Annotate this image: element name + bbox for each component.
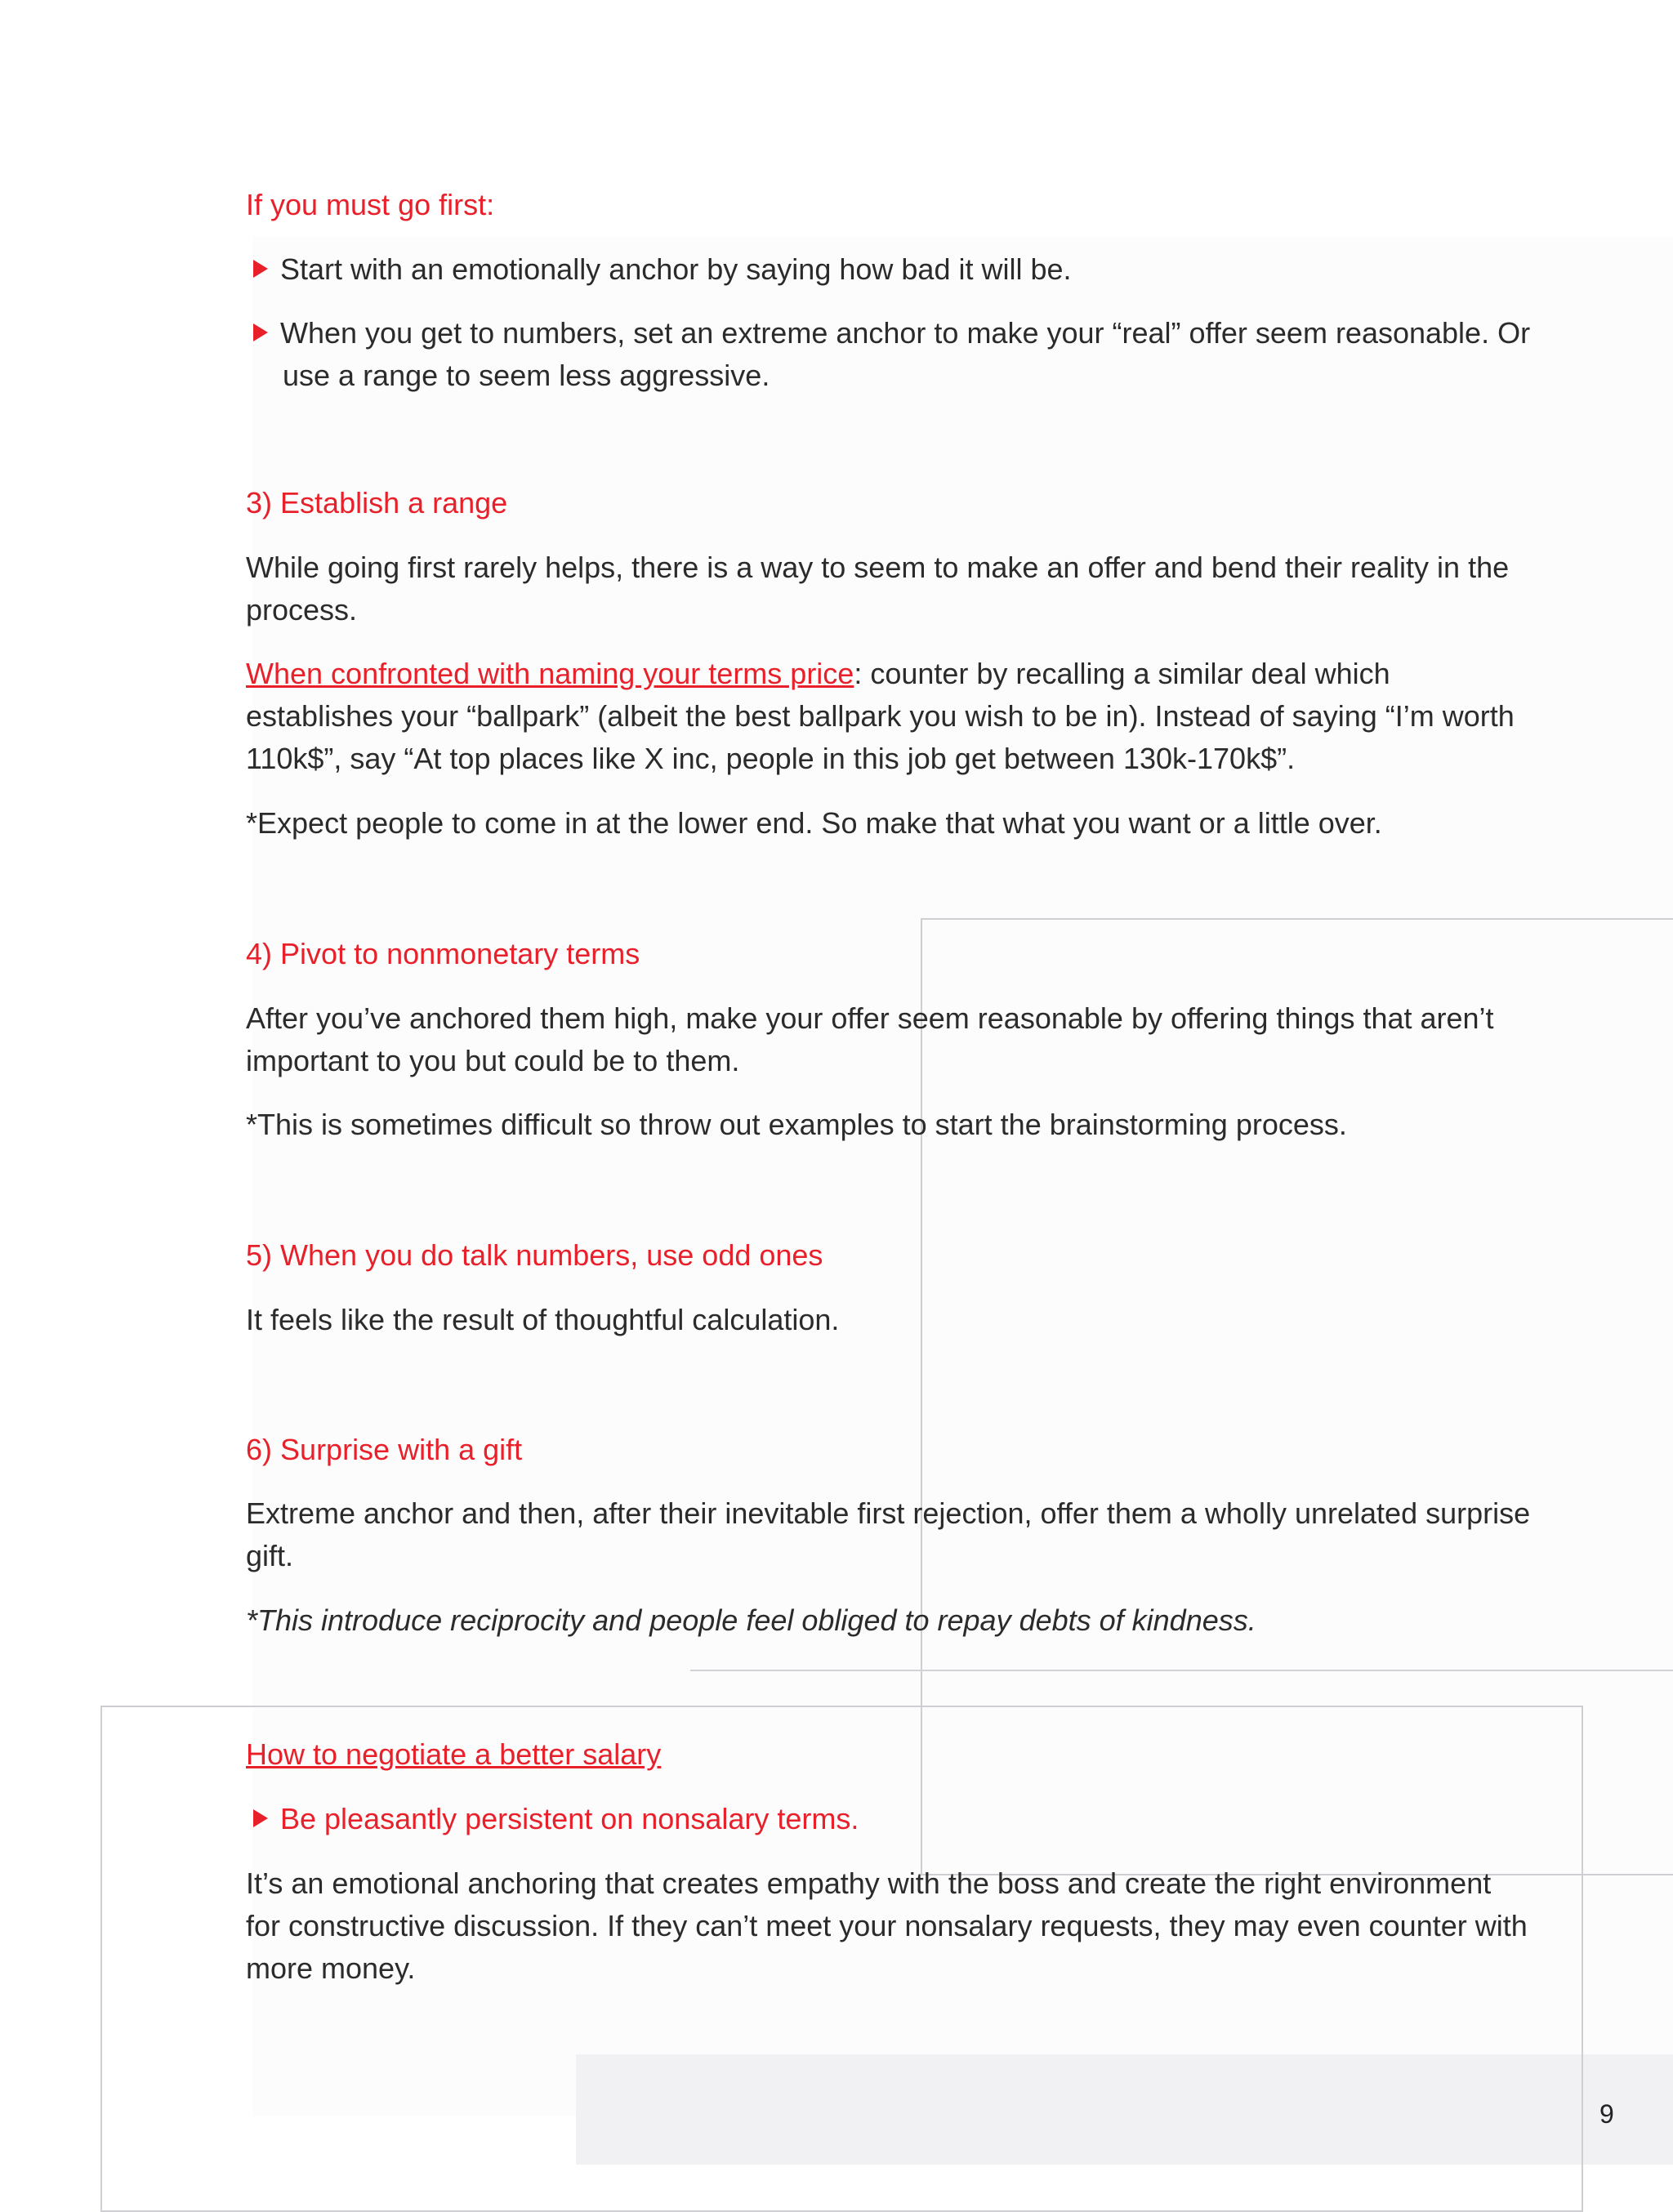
section-title: Surprise with a gift <box>280 1433 523 1466</box>
bullet-arrow-icon <box>253 323 268 341</box>
section-title: Pivot to nonmonetary terms <box>280 937 640 970</box>
note: *This is sometimes difficult so throw out examples to start the brainstorming process. <box>246 1108 1347 1141</box>
paragraph-line: establishes your “ballpark” (albeit the best ballpark you wish to be in). Instead of saying “I’m worth <box>246 699 1515 733</box>
bullet-item: When you get to numbers, set an extreme anchor to make your “real” offer seem reasonable. Or <box>246 312 1530 355</box>
section-title: When you do talk numbers, use odd ones <box>280 1238 823 1272</box>
section-number: 4) <box>246 937 273 970</box>
inline-link[interactable]: When confronted with naming your terms price <box>246 657 854 690</box>
note: *Expect people to come in at the lower end. So make that what you want or a little over. <box>246 806 1382 840</box>
section-title: Establish a range <box>280 486 508 520</box>
note-italic: *This introduce reciprocity and people feel obliged to repay debts of kindness. <box>246 1603 1256 1637</box>
paragraph-line: important to you but could be to them. <box>246 1044 740 1077</box>
paragraph-line: for constructive discussion. If they can’t meet your nonsalary requests, they may even counter with <box>246 1909 1528 1942</box>
paragraph-line: When confronted with naming your terms price: counter by recalling a similar deal which <box>246 657 1390 690</box>
section-heading-5 <box>246 1234 823 1277</box>
section-number: 6) <box>246 1433 273 1466</box>
paragraph-line: It’s an emotional anchoring that creates empathy with the boss and create the right environment <box>246 1866 1492 1900</box>
salary-heading-link[interactable]: How to negotiate a better salary <box>246 1737 662 1771</box>
paragraph-line: After you’ve anchored them high, make your offer seem reasonable by offering things that aren’t <box>246 1001 1494 1035</box>
bullet-item: Start with an emotionally anchor by saying how bad it will be. <box>246 248 1072 291</box>
paragraph-line: While going first rarely helps, there is a way to seem to make an offer and bend their reality in the <box>246 551 1510 584</box>
divider <box>690 1670 1673 1671</box>
bullet-item: Be pleasantly persistent on nonsalary terms. <box>246 1798 859 1840</box>
paragraph-line: 110k$”, say “At top places like X inc, people in this job get between 130k-170k$”. <box>246 742 1296 775</box>
section-heading-3 <box>246 482 507 524</box>
section-heading-4 <box>246 933 640 975</box>
section-number: 3) <box>246 486 273 520</box>
paragraph-line: Extreme anchor and then, after their inevitable first rejection, offer them a wholly unrelated surprise <box>246 1496 1531 1530</box>
bullet-item-continuation: use a range to seem less aggressive. <box>283 359 770 392</box>
bullet-arrow-icon <box>253 260 268 278</box>
bullet-arrow-icon <box>253 1809 268 1827</box>
section-heading-must-go-first: If you must go first: <box>246 188 495 221</box>
paragraph-line: It feels like the result of thoughtful calculation. <box>246 1303 840 1336</box>
section-heading-6 <box>246 1429 522 1471</box>
paragraph-line: gift. <box>246 1539 294 1572</box>
paragraph-line: process. <box>246 593 358 627</box>
page-number: 9 <box>1599 2099 1614 2129</box>
section-number: 5) <box>246 1238 273 1272</box>
paragraph-line: more money. <box>246 1951 416 1985</box>
